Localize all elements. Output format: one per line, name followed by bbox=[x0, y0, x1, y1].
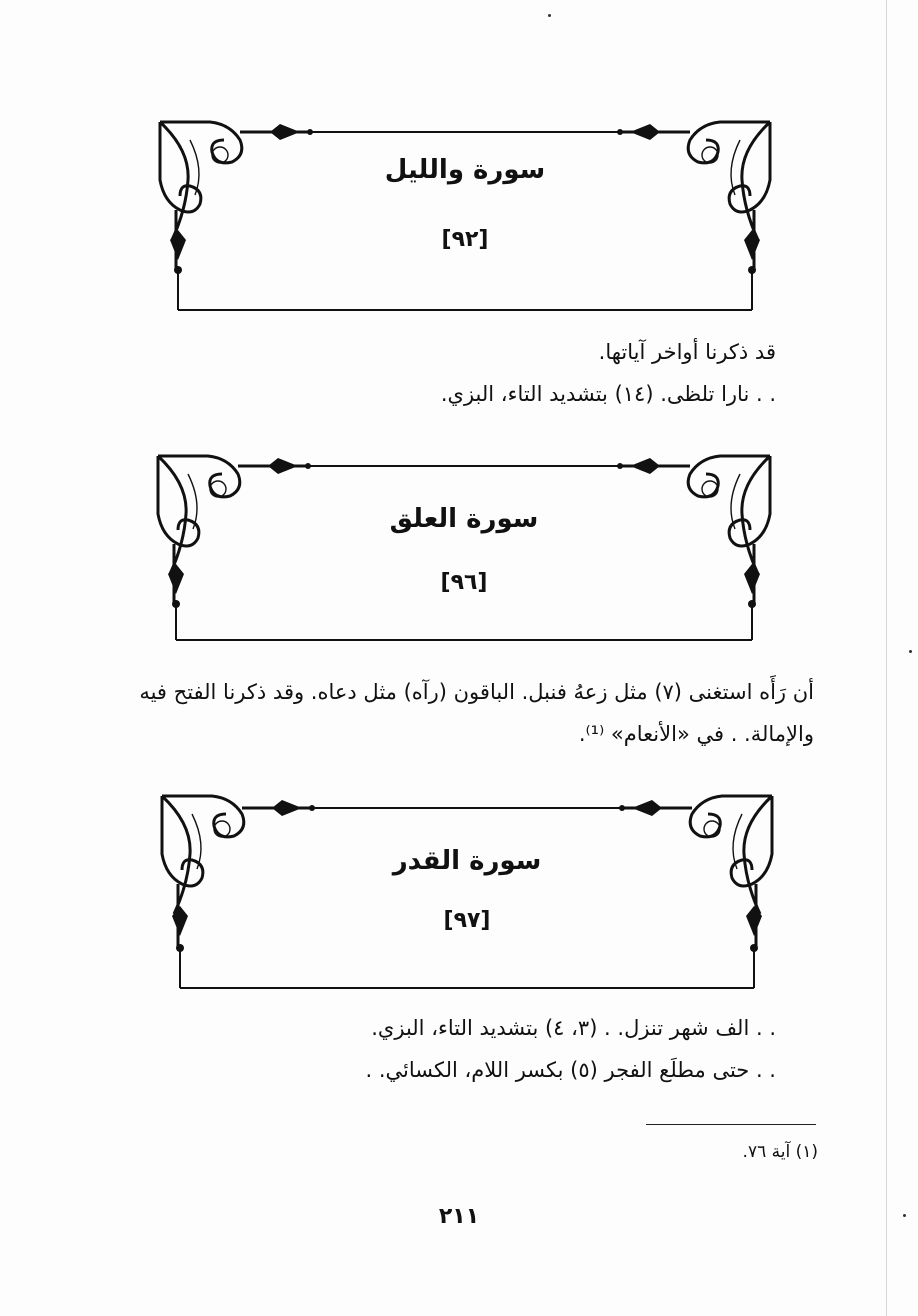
scan-speck bbox=[548, 14, 551, 17]
page-edge-line bbox=[886, 0, 887, 1316]
surah-title: سورة والليل bbox=[384, 155, 546, 185]
ornamental-frame-icon bbox=[148, 444, 780, 644]
footnote: (١) آية ٧٦. bbox=[742, 1142, 818, 1162]
body-text-line: والإمالة. . في «الأنعام» ⁽¹⁾. bbox=[578, 722, 814, 746]
surah-header-frame-1 bbox=[150, 110, 780, 315]
surah-header-frame-3 bbox=[152, 780, 782, 992]
body-text-line: قد ذكرنا أواخر آياتها. bbox=[598, 340, 776, 364]
surah-header-frame-2 bbox=[148, 444, 780, 644]
body-text-line: . . حتى مطلَع الفجر (٥) بكسر اللام، الكسائي. . bbox=[365, 1058, 776, 1082]
surah-number: [٩٢] bbox=[441, 227, 489, 252]
ornamental-frame-icon bbox=[150, 110, 780, 315]
body-text-line: أن رَأَه استغنى (٧) مثل زعهُ فنبل. الباقون (رآه) مثل دعاه. وقد ذكرنا الفتح فيه bbox=[139, 680, 814, 704]
body-text-line: . . نارا تلظى. (١٤) بتشديد التاء، البزي. bbox=[440, 382, 776, 406]
footnote-separator bbox=[646, 1124, 816, 1125]
surah-number: [٩٧] bbox=[443, 908, 491, 933]
surah-title: سورة القدر bbox=[392, 846, 542, 876]
surah-number: [٩٦] bbox=[440, 570, 488, 595]
body-text-line: . . الف شهر تنزل. . (٣، ٤) بتشديد التاء، البزي. bbox=[371, 1016, 776, 1040]
surah-title: سورة العلق bbox=[389, 504, 539, 534]
ornamental-frame-icon bbox=[152, 780, 782, 992]
scan-speck bbox=[909, 650, 912, 653]
page-number: ٢١١ bbox=[438, 1204, 480, 1229]
